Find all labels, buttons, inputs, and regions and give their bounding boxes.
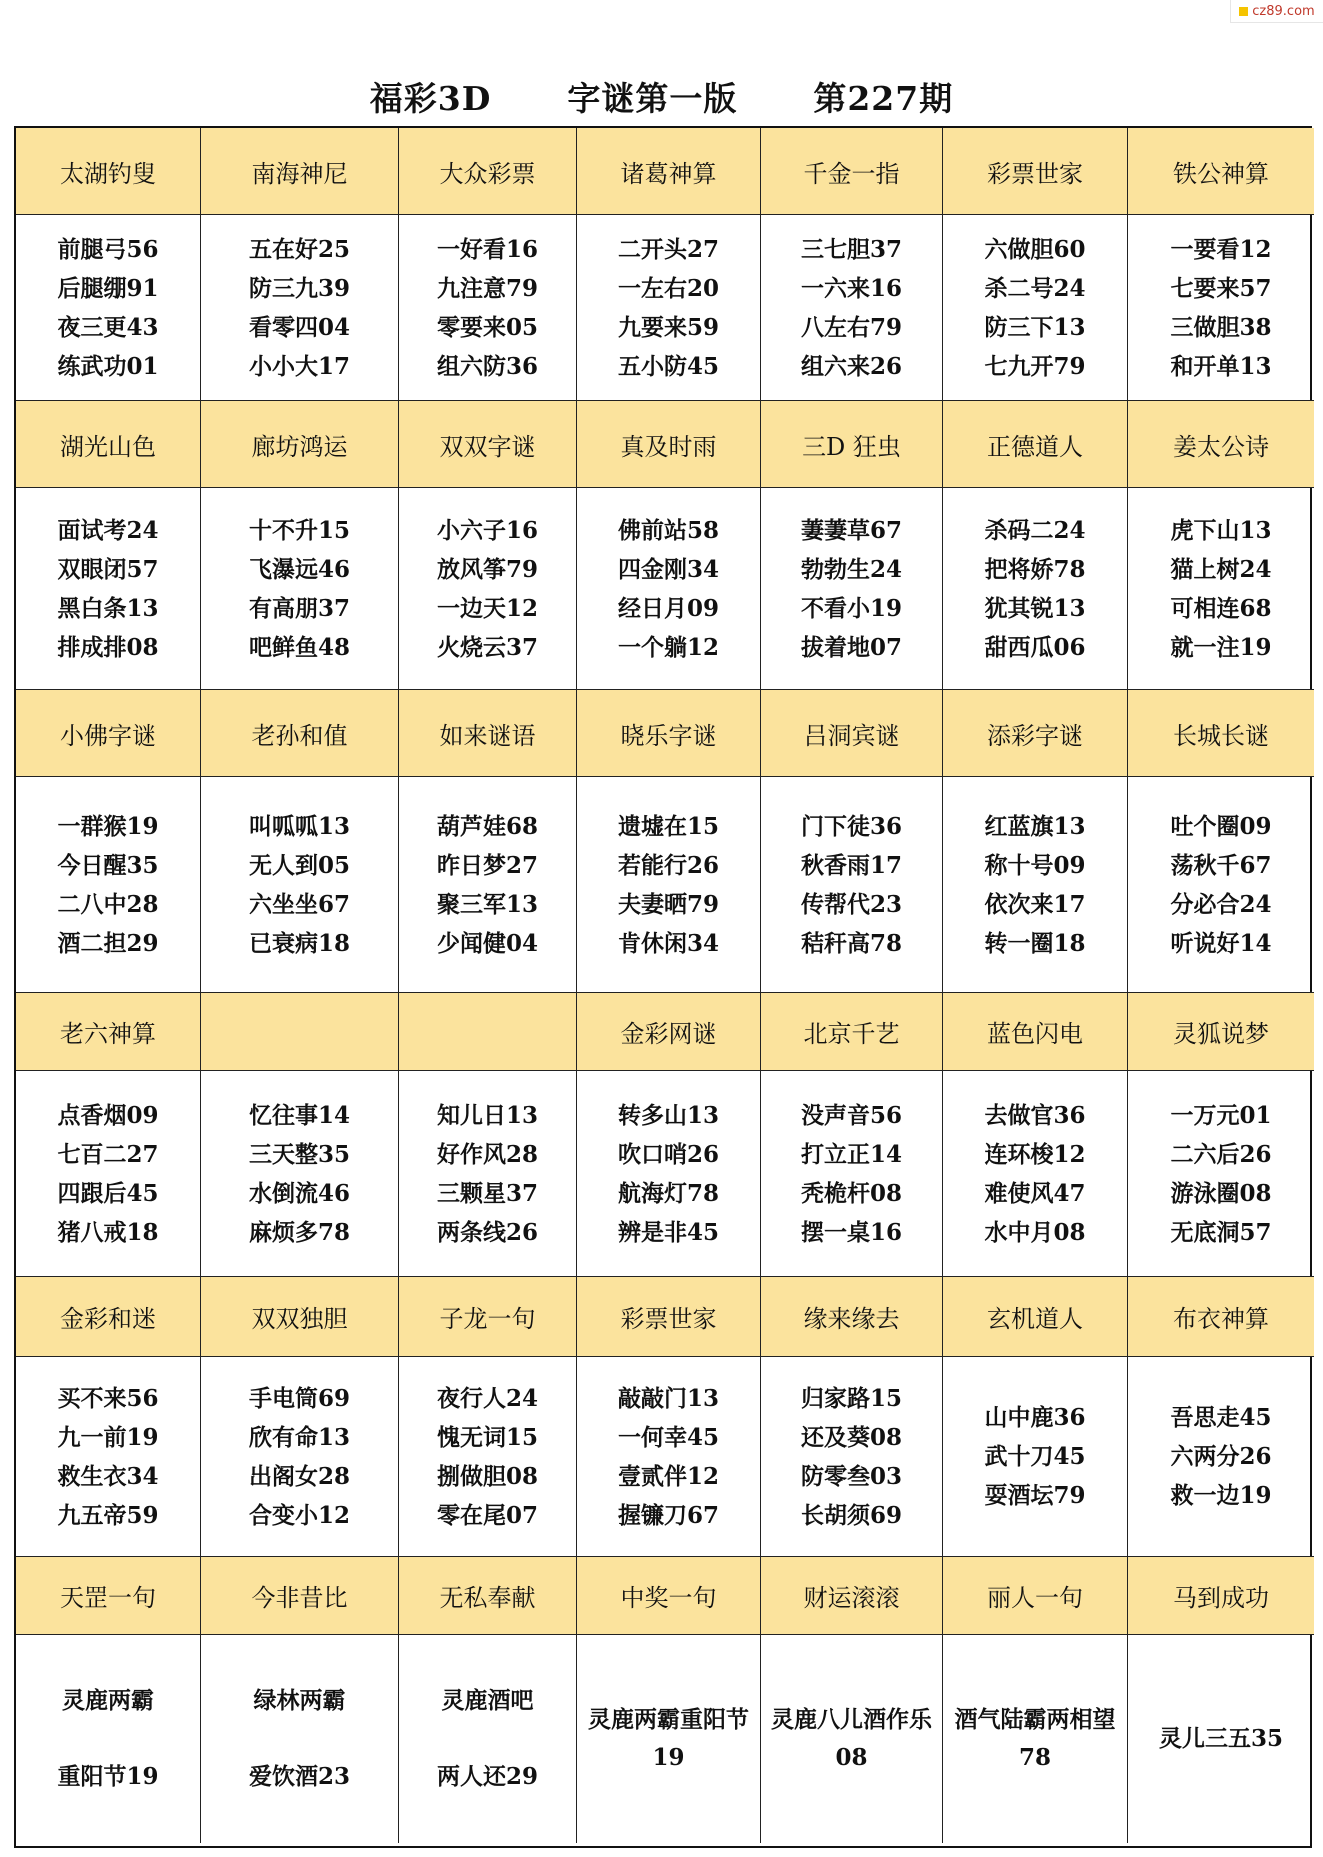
riddle-cell [761,1635,943,1843]
riddle-cell [16,488,201,690]
riddle-cell [399,777,577,993]
column-header [201,993,399,1071]
header-label: 晓乐字谜 [620,721,717,750]
column-header [201,1277,399,1357]
column-header [16,690,201,777]
column-header [943,1557,1128,1635]
riddle-line: 敲敲门13 [617,1384,719,1412]
riddle-line: 麻烦多78 [248,1218,350,1246]
riddle-line: 少闻健04 [436,929,538,957]
riddle-line: 灵鹿两霸 [62,1687,154,1715]
riddle-line: 聚三军13 [436,890,538,918]
title-lottery: 福彩3D [369,78,492,118]
riddle-line: 欣有命13 [248,1423,350,1451]
riddle-line: 红蓝旗13 [984,812,1086,840]
column-header [577,128,761,215]
riddle-line: 没声音56 [800,1101,902,1129]
riddle-line: 黑白条13 [57,594,159,622]
riddle-cell [1128,1071,1314,1277]
riddle-line: 转多山13 [617,1101,719,1129]
riddle-line: 门下徒36 [800,812,902,840]
column-header [399,1557,577,1635]
column-header [201,401,399,488]
riddle-line: 四金刚34 [617,555,719,583]
header-label: 金彩网谜 [620,1020,717,1048]
header-label: 马到成功 [1173,1584,1269,1612]
column-header [399,993,577,1071]
column-header [201,690,399,777]
header-label: 蓝色闪电 [987,1020,1083,1048]
column-header [577,690,761,777]
riddle-line: 四跟后45 [57,1179,159,1207]
riddle-cell [201,1071,399,1277]
header-label: 子龙一句 [439,1305,536,1333]
riddle-line: 勃勃生24 [800,555,902,583]
column-header [399,690,577,777]
riddle-line: 经日月09 [617,594,719,622]
riddle-line: 三做胆38 [1170,313,1272,341]
watermark-text: cz89.com [1252,3,1315,19]
riddle-cell [577,215,761,401]
header-label: 双双字谜 [439,432,536,461]
riddle-line: 九一前19 [57,1423,159,1451]
riddle-line: 组六来26 [800,352,902,380]
header-label: 姜太公诗 [1173,432,1269,461]
header-label: 老六神算 [60,1020,156,1048]
column-header [761,1557,943,1635]
riddle-cell [16,1635,201,1843]
riddle-line: 握镰刀67 [617,1501,719,1529]
header-label: 南海神尼 [251,159,348,188]
column-header [943,128,1128,215]
riddle-cell [943,488,1128,690]
column-header [761,401,943,488]
column-header [577,1557,761,1635]
riddle-line: 分必合24 [1170,890,1272,918]
riddle-line: 点香烟09 [57,1101,159,1129]
riddle-line: 练武功01 [57,352,159,380]
riddle-line: 把将娇78 [984,555,1086,583]
riddle-line: 荡秋千67 [1170,851,1272,879]
header-label: 彩票世家 [620,1305,717,1333]
riddle-line: 无人到05 [248,851,350,879]
riddle-line: 救一边19 [1170,1482,1272,1509]
riddle-line: 犹其锐13 [984,594,1086,622]
riddle-line: 二八中28 [57,890,159,918]
column-header [399,401,577,488]
riddle-line: 九要来59 [617,313,719,341]
riddle-line: 辨是非45 [617,1218,719,1246]
riddle-cell [16,215,201,401]
riddle-line: 传帮代23 [800,890,902,918]
header-label: 太湖钓叟 [60,159,156,188]
riddle-cell [399,1635,577,1843]
riddle-line: 救生衣34 [57,1462,159,1490]
column-header [399,128,577,215]
riddle-line: 一左右20 [617,274,719,302]
title-edition: 字谜第一版 [567,78,738,118]
header-label: 天罡一句 [60,1584,156,1612]
riddle-cell [761,777,943,993]
riddle-line: 后腿绷91 [57,274,159,302]
column-header [943,401,1128,488]
title-issue: 第227期 [813,78,954,118]
page-title [0,68,1323,124]
riddle-line: 难使风47 [984,1179,1086,1207]
riddle-cell [943,1635,1128,1843]
riddle-line: 火烧云37 [436,633,538,661]
riddle-line: 三天整35 [248,1140,350,1168]
riddle-line: 秋香雨17 [800,851,902,879]
riddle-line: 酒二担29 [57,929,159,957]
riddle-line: 可相连68 [1170,594,1272,622]
riddle-line: 叫呱呱13 [248,812,350,840]
riddle-line: 酒气陆霸两相望78 [954,1706,1116,1771]
riddle-line: 五小防45 [617,352,719,380]
header-label: 小佛字谜 [60,721,156,750]
riddle-line: 灵鹿酒吧 [441,1687,534,1715]
riddle-line: 愧无词15 [436,1423,538,1451]
header-label: 丽人一句 [987,1584,1083,1612]
riddle-line: 猪八戒18 [57,1218,159,1246]
riddle-cell [577,488,761,690]
column-header [1128,128,1314,215]
riddle-line: 七九开79 [984,352,1086,380]
riddle-line: 二六后26 [1170,1140,1272,1168]
riddle-line: 夜行人24 [436,1384,538,1412]
header-label: 缘来缘去 [803,1305,900,1333]
header-label: 长城长谜 [1173,721,1269,750]
riddle-line: 绿林两霸 [253,1687,346,1715]
riddle-line: 三颗星37 [436,1179,538,1207]
column-header [577,401,761,488]
riddle-line: 三七胆37 [800,235,902,263]
riddle-line: 灵鹿八儿酒作乐08 [771,1706,932,1771]
header-label: 铁公神算 [1173,159,1269,188]
riddle-line: 一万元01 [1170,1101,1272,1129]
header-label: 北京千艺 [803,1020,900,1048]
column-header [16,993,201,1071]
riddle-line: 一个躺12 [617,633,719,661]
riddle-line: 两人还29 [436,1762,538,1790]
riddle-cell [16,1071,201,1277]
riddle-line: 七百二27 [57,1140,159,1168]
header-label: 湖光山色 [60,432,156,461]
riddle-cell [201,777,399,993]
riddle-line: 前腿弓56 [57,235,159,263]
riddle-cell [761,1357,943,1557]
site-watermark [1230,0,1323,23]
riddle-line: 山中鹿36 [984,1404,1086,1431]
riddle-line: 吧鲜鱼48 [248,633,350,661]
header-label: 如来谜语 [439,721,536,750]
riddle-line: 六做胆60 [984,235,1086,263]
header-label: 大众彩票 [439,159,536,188]
header-label: 财运滚滚 [803,1584,900,1612]
riddle-line: 六坐坐67 [248,890,350,918]
header-label: 无私奉献 [439,1584,536,1612]
column-header [943,993,1128,1071]
riddle-cell [943,1071,1128,1277]
riddle-line: 佛前站58 [617,516,719,544]
riddle-line: 夫妻晒79 [617,890,719,918]
riddle-cell [399,488,577,690]
riddle-line: 防三九39 [248,274,350,302]
column-header [201,128,399,215]
riddle-cell [16,1357,201,1557]
riddle-line: 五在好25 [248,235,350,263]
header-label: 玄机道人 [987,1305,1083,1333]
riddle-line: 称十号09 [984,851,1086,879]
riddle-line: 一好看16 [436,235,538,263]
column-header [1128,1557,1314,1635]
riddle-line: 航海灯78 [617,1179,719,1207]
column-header [943,690,1128,777]
riddle-line: 一六来16 [800,274,902,302]
header-label: 吕洞宾谜 [803,721,900,750]
column-header [16,1277,201,1357]
header-label: 诸葛神算 [620,159,717,188]
riddle-line: 夜三更43 [57,313,159,341]
column-header [16,128,201,215]
header-label: 灵狐说梦 [1173,1020,1269,1048]
riddle-line: 肯休闲34 [617,929,719,957]
riddle-cell [201,1357,399,1557]
riddle-line: 长胡须69 [800,1501,902,1529]
riddle-line: 打立正14 [800,1140,902,1168]
riddle-cell [1128,1635,1314,1843]
riddle-line: 听说好14 [1170,929,1272,957]
riddle-line: 甜西瓜06 [984,633,1086,661]
riddle-line: 和开单13 [1170,352,1272,380]
riddle-line: 八左右79 [800,313,902,341]
riddle-line: 看零四04 [248,313,350,341]
riddle-line: 吐个圈09 [1170,812,1272,840]
riddle-line: 防零叁03 [800,1462,902,1490]
riddle-line: 游泳圈08 [1170,1179,1272,1207]
riddle-line: 知儿日13 [436,1101,538,1129]
riddle-line: 零在尾07 [436,1501,538,1529]
column-header [399,1277,577,1357]
riddle-line: 壹贰伴12 [617,1462,719,1490]
riddle-line: 不看小19 [800,594,902,622]
header-label: 添彩字谜 [987,721,1083,750]
riddle-line: 水中月08 [984,1218,1086,1246]
column-header [16,1557,201,1635]
riddle-line: 猫上树24 [1170,555,1272,583]
header-label: 布衣神算 [1173,1305,1269,1333]
riddle-cell [577,1357,761,1557]
riddle-line: 组六防36 [436,352,538,380]
riddle-line: 十不升15 [248,516,350,544]
riddle-line: 一边天12 [436,594,538,622]
riddle-line: 九五帝59 [57,1501,159,1529]
riddle-line: 遗墟在15 [617,812,719,840]
riddle-line: 虎下山13 [1170,516,1272,544]
riddle-line: 依次来17 [984,890,1086,918]
riddle-cell [761,215,943,401]
riddle-line: 去做官36 [984,1101,1086,1129]
riddle-cell [201,215,399,401]
riddle-line: 摆一桌16 [800,1218,902,1246]
riddle-line: 放风筝79 [436,555,538,583]
riddle-line: 葫芦娃68 [436,812,538,840]
riddle-line: 连环梭12 [984,1140,1086,1168]
column-header [1128,1277,1314,1357]
riddle-line: 若能行26 [617,851,719,879]
header-label: 中奖一句 [620,1584,717,1612]
header-label: 今非昔比 [251,1584,348,1612]
riddle-cell [399,1071,577,1277]
riddle-cell [943,1357,1128,1557]
riddle-line: 小六子16 [436,516,538,544]
riddle-line: 秸秆高78 [800,929,902,957]
column-header [761,690,943,777]
riddle-line: 萋萋草67 [800,516,902,544]
riddle-line: 二开头27 [617,235,719,263]
riddle-line: 拔着地07 [800,633,902,661]
riddle-cell [577,1635,761,1843]
riddle-line: 一群猴19 [57,812,159,840]
header-label: 三D 狂虫 [802,432,901,461]
watermark-logo-icon [1239,7,1248,16]
riddle-line: 秃桅杆08 [800,1179,902,1207]
riddle-line: 已衰病18 [248,929,350,957]
riddle-cell [201,1635,399,1843]
riddle-line: 灵鹿两霸重阳节19 [588,1706,749,1771]
riddle-cell [761,488,943,690]
riddle-line: 七要来57 [1170,274,1272,302]
riddle-cell [1128,488,1314,690]
riddle-line: 手电筒69 [248,1384,350,1412]
riddle-line: 今日醒35 [57,851,159,879]
riddle-line: 一要看12 [1170,235,1272,263]
riddle-line: 六两分26 [1170,1443,1272,1470]
column-header [1128,690,1314,777]
column-header [1128,993,1314,1071]
header-label: 正德道人 [987,432,1083,461]
riddle-line: 爱饮酒23 [248,1762,350,1790]
riddle-line: 好作风28 [436,1140,538,1168]
riddle-line: 水倒流46 [248,1179,350,1207]
riddle-line: 转一圈18 [984,929,1086,957]
riddle-line: 排成排08 [57,633,159,661]
riddle-table [14,126,1312,1848]
riddle-line: 耍酒坛79 [984,1482,1086,1509]
riddle-cell [399,215,577,401]
column-header [16,401,201,488]
riddle-line: 杀二号24 [984,274,1086,302]
riddle-cell [943,777,1128,993]
riddle-cell [943,215,1128,401]
column-header [761,993,943,1071]
column-header [943,1277,1128,1357]
riddle-line: 归家路15 [800,1384,902,1412]
column-header [761,128,943,215]
header-label: 彩票世家 [987,159,1083,188]
riddle-line: 防三下13 [984,313,1086,341]
riddle-line: 飞瀑远46 [248,555,350,583]
riddle-line: 吾思走45 [1170,1404,1272,1431]
riddle-line: 灵儿三五35 [1158,1725,1283,1752]
riddle-cell [577,777,761,993]
header-label: 真及时雨 [620,432,717,461]
riddle-line: 重阳节19 [57,1762,159,1790]
riddle-cell [1128,215,1314,401]
header-label: 千金一指 [803,159,900,188]
riddle-line: 吹口哨26 [617,1140,719,1168]
riddle-cell [201,488,399,690]
riddle-line: 买不来56 [57,1384,159,1412]
riddle-line: 两条线26 [436,1218,538,1246]
column-header [577,993,761,1071]
riddle-line: 杀码二24 [984,516,1086,544]
riddle-line: 昨日梦27 [436,851,538,879]
riddle-cell [1128,777,1314,993]
riddle-line: 面试考24 [57,516,159,544]
column-header [577,1277,761,1357]
header-label: 双双独胆 [251,1305,348,1333]
header-label: 金彩和迷 [60,1305,156,1333]
riddle-cell [577,1071,761,1277]
riddle-line: 武十刀45 [984,1443,1086,1470]
column-header [1128,401,1314,488]
header-label: 老孙和值 [251,721,348,750]
riddle-line: 忆往事14 [248,1101,350,1129]
riddle-line: 就一注19 [1170,633,1272,661]
header-label: 廊坊鸿运 [251,432,348,461]
riddle-line: 有高朋37 [248,594,350,622]
riddle-line: 九注意79 [436,274,538,302]
riddle-line: 小小大17 [248,352,350,380]
riddle-line: 双眼闭57 [57,555,159,583]
riddle-cell [399,1357,577,1557]
riddle-line: 捌做胆08 [436,1462,538,1490]
riddle-line: 一何幸45 [617,1423,719,1451]
riddle-cell [761,1071,943,1277]
column-header [201,1557,399,1635]
riddle-cell [1128,1357,1314,1557]
riddle-line: 出阁女28 [248,1462,350,1490]
riddle-line: 无底洞57 [1170,1218,1272,1246]
riddle-cell [16,777,201,993]
riddle-line: 还及葵08 [800,1423,902,1451]
column-header [761,1277,943,1357]
riddle-line: 零要来05 [436,313,538,341]
riddle-line: 合变小12 [248,1501,350,1529]
